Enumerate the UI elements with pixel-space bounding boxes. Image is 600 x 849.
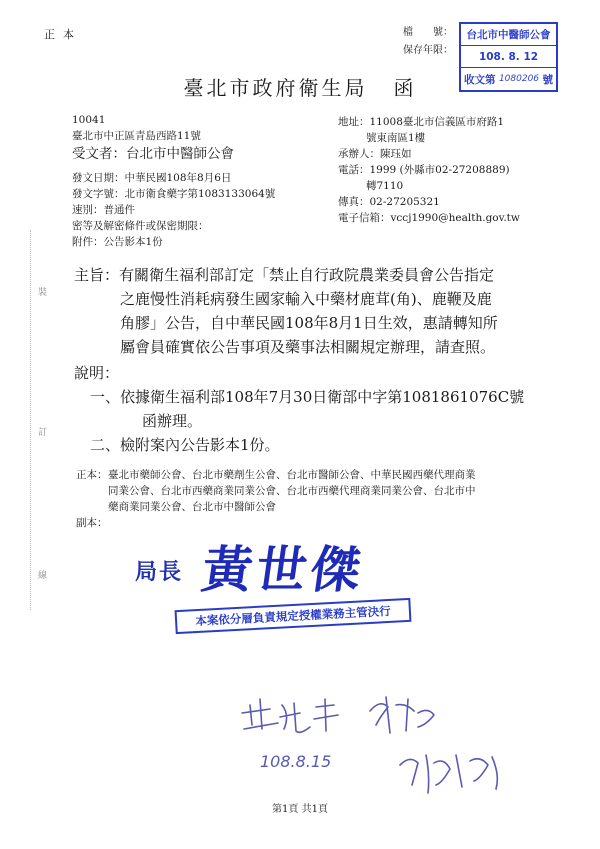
phone-2: 轉7110 [366, 180, 404, 192]
copy-type: 正本 [44, 28, 82, 41]
subject-line-1: 主旨：有關衛生福利部訂定「禁止自行政院農業委員會公告指定 [74, 266, 495, 284]
document-type: 函 [393, 76, 417, 100]
explanation-label: 說明： [74, 364, 120, 382]
sender-address-2: 號東南區1樓 [366, 132, 426, 144]
subject-line-3: 角膠」公告，自中華民國108年8月1日生效，惠請轉知所 [120, 314, 498, 332]
attachment: 附件：公告影本1份 [72, 236, 163, 248]
sender-address-1: 地址：11008臺北市信義區市府路1 [338, 116, 505, 128]
stamp-receipt-number: 1080206 [498, 74, 540, 84]
signature-stroke-1 [242, 699, 338, 732]
item1-line-2: 函辦理。 [142, 412, 203, 430]
issue-number: 發文字號：北市衛食藥字第1083133064號 [72, 188, 276, 200]
original-line-1: 臺北市藥師公會、台北市藥劑生公會、台北市醫師公會、中華民國西藥代理商業 [108, 469, 476, 481]
binding-mark-3: 線 [38, 571, 48, 581]
fax: 傳真：02-27205321 [338, 196, 440, 208]
file-no-label: 檔 號： [403, 27, 453, 38]
item1-line-1: 一、依據衛生福利部108年7月30日衛部中字第1081861076C號 [90, 388, 525, 406]
document-title [0, 72, 600, 101]
phone-1: 電話：1999 (外縣市02-27208889) [338, 164, 510, 176]
stamp-date: 108. 8. 12 [461, 46, 556, 68]
distribution-block [76, 467, 564, 531]
director-title: 局長 [135, 560, 184, 585]
email: 電子信箱：vccj1990@health.gov.tw [338, 212, 520, 224]
postal-code: 10041 [72, 114, 106, 126]
handwritten-date: 108.8.15 [260, 752, 332, 771]
sender-block [338, 114, 558, 226]
subject-line-2: 之鹿慢性消耗病發生國家輸入中藥材鹿茸(角)、鹿鞭及鹿 [120, 290, 492, 308]
original-label: 正本： [76, 469, 108, 481]
document-body [74, 263, 566, 457]
binding-line [30, 230, 31, 610]
page-footer: 第1頁 共1頁 [272, 804, 328, 815]
binding-mark-2: 訂 [38, 428, 48, 438]
recipient-block [72, 112, 275, 250]
original-line-3: 藥商業同業公會、台北市中醫師公會 [108, 501, 276, 513]
recipient-label: 受文者：台北市中醫師公會 [72, 146, 234, 162]
original-recipients [76, 467, 564, 515]
stamp-receipt-label: 收文第 [464, 73, 496, 86]
signature-stroke-3 [400, 755, 497, 793]
signature-stroke-2 [370, 697, 434, 733]
binding-mark-1: 裝 [38, 288, 48, 298]
stamp-receipt-suffix: 號 [542, 73, 553, 86]
issue-date: 發文日期：中華民國108年8月6日 [72, 172, 232, 184]
cc-recipients [76, 515, 564, 531]
director-signature: 黃世傑 [198, 541, 369, 599]
explanation-item-2: 二、檢附案內公告影本1份。 [90, 436, 280, 454]
secrecy: 密等及解密條件或保密期限： [72, 220, 209, 232]
explanation-item-1 [74, 385, 566, 433]
original-line-2: 同業公會、台北市西藥商業同業公會、台北市西藥代理商業同業公會、台北市中 [108, 485, 476, 497]
authorization-stamp: 本案依分層負責規定授權業務主管決行 [175, 598, 412, 634]
cc-label: 副本： [76, 517, 108, 529]
handler: 承辦人：陳珏如 [338, 148, 412, 160]
agency-name: 臺北市政府衛生局 [183, 76, 368, 100]
recipient-address: 臺北市中正區青島西路11號 [72, 130, 201, 142]
file-info [373, 24, 453, 60]
retention-label: 保存年限： [403, 45, 453, 56]
handwritten-signatures [230, 685, 530, 800]
subject-line-4: 屬會員確實依公告事項及藥事法相關規定辦理，請查照。 [120, 338, 496, 356]
speed: 速別：普通件 [72, 204, 135, 216]
stamp-org: 台北市中醫師公會 [461, 24, 556, 46]
